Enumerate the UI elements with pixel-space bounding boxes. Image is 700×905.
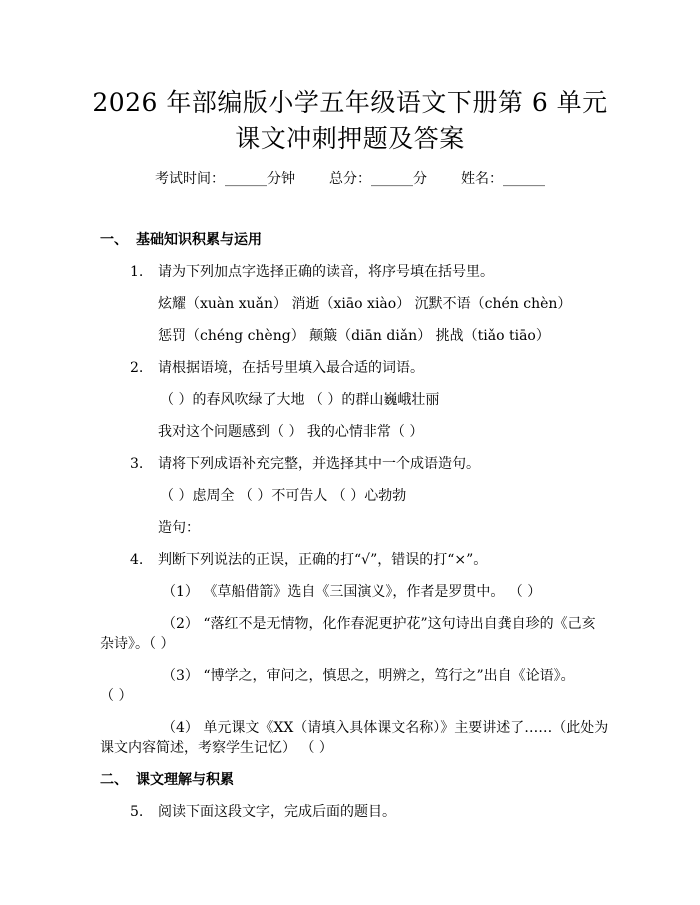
exam-time-field: 考试时间：______分钟 [155,171,295,187]
question-text: 阅读下面这段文字，完成后面的题目。 [158,804,396,820]
section-title: 课文理解与积累 [136,772,234,788]
question-1-row-1: 炫耀（xuàn xuǎn） 消逝（xiāo xiào） 沉默不语（chén chèn） [158,296,572,312]
student-name-field: 姓名：______ [461,171,545,187]
question-text: 请根据语境，在括号里填入最合适的词语。 [158,360,424,376]
section-number: 二、 [100,772,128,788]
question-4-item-4: （4） 单元课文《XX（请填入具体课文名称）》主要讲述了……（此处为 [162,720,609,736]
question-3-row-2: 造句： [158,520,200,536]
document-title-line-1: 2026 年部编版小学五年级语文下册第 6 单元 [92,88,608,117]
question-text: 判断下列说法的正误，正确的打“√”，错误的打“×”。 [158,552,488,568]
total-score-field: 总分：______分 [329,171,427,187]
question-4-item-1: （1） 《草船借箭》选自《三国演义》，作者是罗贯中。 （ ） [162,584,542,600]
question-2-row-2: 我对这个问题感到（ ） 我的心情非常（ ） [158,424,424,440]
question-4 [130,550,487,570]
question-3 [130,454,480,474]
question-number: 1. [130,264,144,280]
question-4-item-2: （2） “落红不是无情物，化作春泥更护花”这句诗出自龚自珍的《己亥 [162,616,596,632]
question-1 [130,262,494,282]
question-number: 4. [130,552,144,568]
question-number: 3. [130,456,144,472]
question-4-item-4-cont: 课文内容简述，考察学生记忆） （ ） [100,740,333,756]
question-number: 2. [130,360,144,376]
question-2 [130,358,424,378]
section-title: 基础知识积累与运用 [136,232,262,248]
question-5 [130,802,396,822]
section-heading-1 [100,230,262,250]
question-1-row-2: 惩罚（chéng chèng） 颠簸（diān diǎn） 挑战（tiǎo tiāo） [158,328,550,344]
question-2-row-1: （ ）的春风吹绿了大地 （ ）的群山巍峨壮丽 [160,392,440,408]
question-number: 5. [130,804,144,820]
question-3-row-1: （ ）虑周全 （ ）不可告人 （ ）心勃勃 [160,488,407,504]
question-4-item-3: （3） “博学之，审问之，慎思之，明辨之，笃行之”出自《论语》。 [162,668,575,684]
exam-info [0,169,700,189]
section-number: 一、 [100,232,128,248]
question-text: 请将下列成语补充完整，并选择其中一个成语造句。 [158,456,480,472]
question-4-item-2-cont: 杂诗》。（ ） [100,636,175,652]
question-text: 请为下列加点字选择正确的读音，将序号填在括号里。 [158,264,494,280]
section-heading-2 [100,770,234,790]
question-4-item-3-cont: （ ） [100,688,133,704]
document-title-line-2: 课文冲刺押题及答案 [235,124,465,153]
